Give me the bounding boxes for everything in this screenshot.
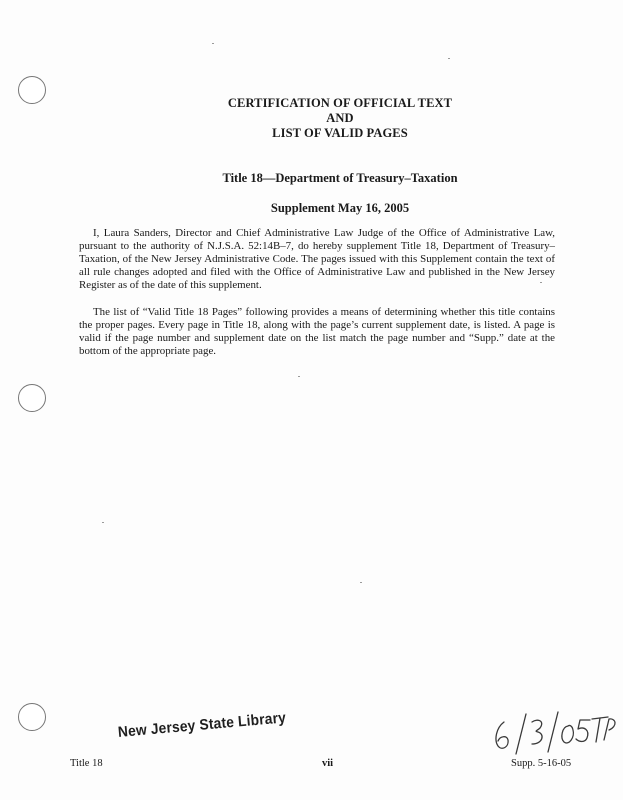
punch-hole-top [18,76,46,104]
certification-heading [150,96,530,141]
library-stamp: New Jersey State Library [117,709,287,741]
footer-title-label: Title 18 [70,758,103,769]
footer-supplement-date: Supp. 5-16-05 [511,758,572,769]
certification-heading-line3: LIST OF VALID PAGES [272,126,408,140]
certification-paragraph: I, Laura Sanders, Director and Chief Administrative Law Judge of the Office of Administrative Law, pursuant to the authority of N.J.S.A. 52:14B–7, do hereby supplement Title 18, Department of Treasury–Taxation, of the New Jersey Administrative Code. The pages issued with this Supplement contain the text of all rule changes adopted and filed with the Office of Administrative Law and published in the New Jersey Register as of the date of this supplement. [79,227,555,291]
scan-speck [298,376,300,377]
handwritten-date-note [488,710,618,758]
scan-speck [212,43,214,44]
scan-speck [448,58,450,59]
punch-hole-bottom [18,703,46,731]
valid-pages-paragraph: The list of “Valid Title 18 Pages” following provides a means of determining whether this title contains the proper pages. Every page in Title 18, along with the page’s current supplement date, is listed. A page is valid if the page number and supplement date on the list match the page number and “Supp.” date at the bottom of the appropriate page. [79,306,555,357]
scan-speck [540,282,542,283]
certification-heading-line2: AND [326,111,354,125]
punch-hole-middle [18,384,46,412]
scan-speck [360,582,362,583]
supplement-date-heading: Supplement May 16, 2005 [270,201,410,215]
title-heading: Title 18—Department of Treasury–Taxation [222,171,458,185]
certification-heading-line1: CERTIFICATION OF OFFICIAL TEXT [227,96,453,110]
scan-speck [102,522,104,523]
footer-page-number: vii [322,758,334,769]
